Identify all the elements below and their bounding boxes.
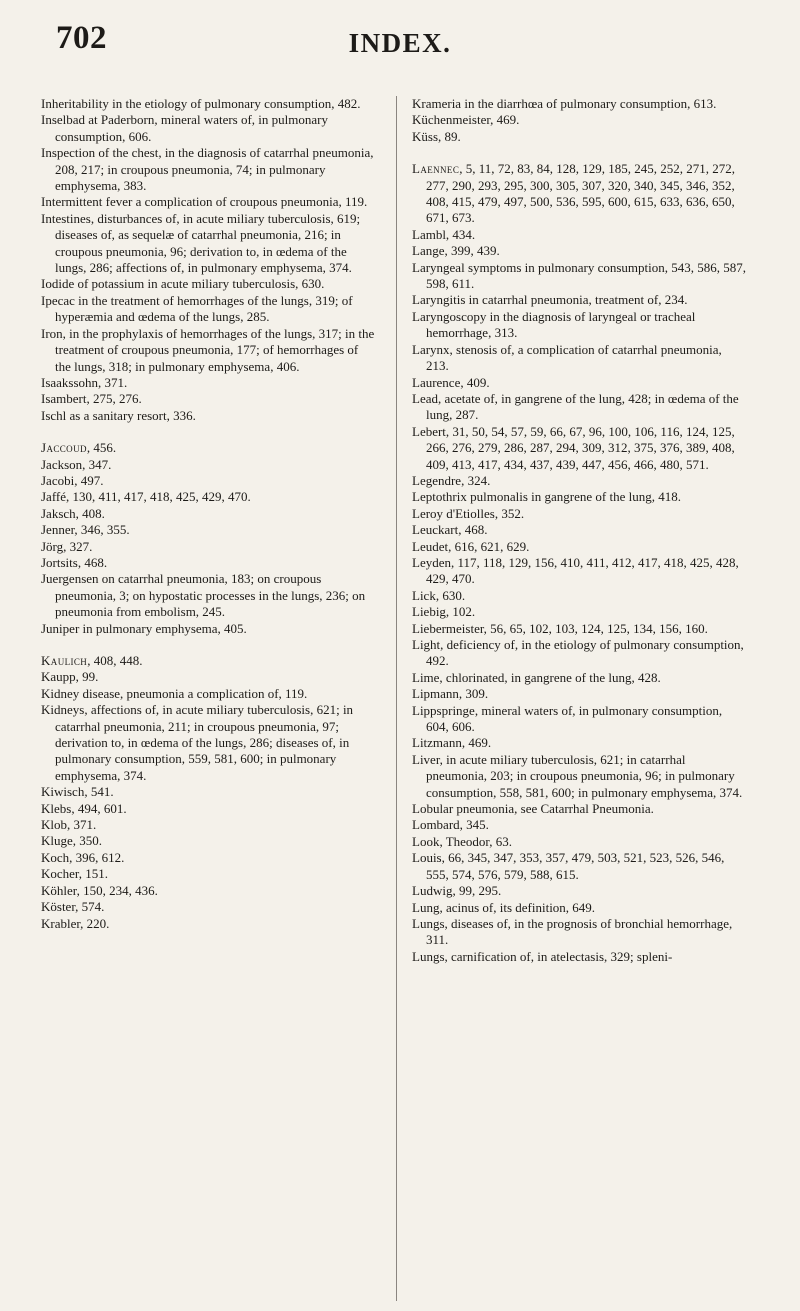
- index-entry: [41, 539, 376, 555]
- index-entry: [41, 522, 376, 538]
- entry-text: Laryngitis in catarrhal pneumonia, treatment of, 234.: [412, 292, 688, 308]
- index-entry: [412, 916, 747, 949]
- entry-text: Isambert, 275, 276.: [41, 391, 142, 407]
- entry-text: Kaupp, 99.: [41, 669, 99, 685]
- index-entry: [412, 637, 747, 670]
- index-entry: [412, 227, 747, 243]
- entry-text: Litzmann, 469.: [412, 735, 492, 751]
- entry-text: Lebert, 31, 50, 54, 57, 59, 66, 67, 96, 100, 106, 116, 124, 125, 266, 276, 279, 286, 287, 294, 309, 312, 375, 376, 389, 408, 409, 413, 417, 434, 437, 439, 447, 456, 466, 480, 571.: [412, 423, 735, 472]
- index-entry: [412, 260, 747, 293]
- entry-text: Krameria in the diarrhœa of pulmonary consumption, 613.: [412, 96, 717, 111]
- index-entry: [412, 604, 747, 620]
- page-number: 702: [56, 20, 107, 56]
- index-entry: [412, 473, 747, 489]
- index-entry: [412, 375, 747, 391]
- index-entry: [412, 735, 747, 751]
- index-entry: [41, 669, 376, 685]
- entry-text: Laryngeal symptoms in pulmonary consumption, 543, 586, 587, 598, 611.: [412, 259, 746, 292]
- entry-text: Leroy d'Etiolles, 352.: [412, 505, 525, 521]
- entry-text: Klob, 371.: [41, 817, 97, 833]
- index-entry: [412, 161, 747, 227]
- entry-text: Köster, 574.: [41, 899, 105, 915]
- index-entry: [41, 194, 376, 210]
- index-entry: [41, 326, 376, 375]
- index-entry: [412, 539, 747, 555]
- index-entry: [41, 293, 376, 326]
- entry-lead: Jaccoud: [41, 440, 87, 456]
- index-entry: [412, 670, 747, 686]
- index-entry: [412, 243, 747, 259]
- index-entry: [41, 866, 376, 882]
- index-entry: [41, 145, 376, 194]
- index-entry: [41, 276, 376, 292]
- index-entry: [41, 555, 376, 571]
- entry-text: Lime, chlorinated, in gangrene of the lung, 428.: [412, 669, 661, 685]
- entry-lead: Kaulich: [41, 653, 88, 668]
- index-entry: [412, 129, 747, 145]
- index-entry: [41, 653, 376, 669]
- index-entry: [41, 833, 376, 849]
- entry-text: Jenner, 346, 355.: [41, 522, 130, 538]
- entry-text: Krabler, 220.: [41, 915, 110, 931]
- entry-text: Look, Theodor, 63.: [412, 833, 512, 849]
- index-entry: [412, 555, 747, 588]
- index-entry: [41, 571, 376, 620]
- index-entry: [41, 686, 376, 702]
- entry-text: Juergensen on catarrhal pneumonia, 183; on croupous pneumonia, 3; on hypostatic processes in the lungs, 236; on pneumonia from embolism, 245.: [41, 571, 366, 620]
- index-entry: [412, 850, 747, 883]
- entry-text: Kidneys, affections of, in acute miliary tuberculosis, 621; in catarrhal pneumonia, 211; in croupous pneumonia, 97; derivation to, in œdema of the lungs, 286; diseases of, in pulmonary consumption, 559, 581, 600; in pulmonary emphysema, 374.: [41, 702, 354, 783]
- index-entry: [412, 96, 747, 112]
- index-entry: [41, 784, 376, 800]
- index-entry: [41, 211, 376, 277]
- entry-text: Kocher, 151.: [41, 866, 108, 882]
- index-entry: [41, 457, 376, 473]
- entry-text: , 456.: [86, 440, 117, 456]
- section-gap: [41, 424, 376, 440]
- entry-text: Jaffé, 130, 411, 417, 418, 425, 429, 470.: [41, 489, 251, 505]
- entry-text: Leudet, 616, 621, 629.: [412, 538, 530, 554]
- entry-text: Klebs, 494, 601.: [41, 800, 127, 816]
- entry-text: Iron, in the prophylaxis of hemorrhages of the lungs, 317; in the treatment of croupous pneumonia, 177; of hemorrhages of the lungs, 318; in pulmonary emphysema, 406.: [41, 325, 375, 374]
- entry-text: , 5, 11, 72, 83, 84, 128, 129, 185, 245, 252, 271, 272, 277, 290, 293, 295, 300, 305, 307, 320, 340, 345, 346, 352, 408, 415, 479, 497, 500, 536, 595, 600, 615, 633, 636, 650, 671, 673.: [426, 161, 736, 226]
- index-entry: [412, 506, 747, 522]
- entry-text: Leptothrix pulmonalis in gangrene of the lung, 418.: [412, 489, 681, 505]
- entry-text: Lead, acetate of, in gangrene of the lung, 428; in œdema of the lung, 287.: [412, 390, 739, 423]
- entry-text: Liver, in acute miliary tuberculosis, 621; in catarrhal pneumonia, 203; in croupous pneumonia, 96; in pulmonary consumption, 558, 581, 600; in pulmonary emphysema, 374.: [412, 751, 743, 800]
- index-entry: [41, 817, 376, 833]
- entry-text: Lipmann, 309.: [412, 686, 489, 702]
- page-title: INDEX.: [348, 28, 452, 58]
- entry-text: Iodide of potassium in acute miliary tuberculosis, 630.: [41, 276, 325, 292]
- entry-text: Lambl, 434.: [412, 226, 476, 242]
- entry-text: Inspection of the chest, in the diagnosis of catarrhal pneumonia, 208, 217; in croupous pneumonia, 74; in pulmonary emphysema, 383.: [41, 145, 374, 194]
- index-entry: [412, 309, 747, 342]
- entry-text: Jackson, 347.: [41, 456, 112, 472]
- entry-text: Intermittent fever a complication of croupous pneumonia, 119.: [41, 194, 368, 210]
- index-entry: [412, 489, 747, 505]
- entry-text: Ipecac in the treatment of hemorrhages of the lungs, 319; of hyperæmia and œdema of the lungs, 285.: [41, 292, 353, 325]
- entry-text: Lungs, diseases of, in the prognosis of bronchial hemorrhage, 311.: [412, 915, 733, 948]
- index-entry: [41, 801, 376, 817]
- entry-text: Juniper in pulmonary emphysema, 405.: [41, 620, 247, 636]
- index-entry: [412, 949, 747, 965]
- index-entry: [41, 96, 376, 112]
- index-entry: [41, 850, 376, 866]
- index-entry: [412, 621, 747, 637]
- index-entry: [41, 883, 376, 899]
- index-entry: [412, 522, 747, 538]
- index-entry: [41, 702, 376, 784]
- entry-text: Jacobi, 497.: [41, 472, 104, 488]
- entry-text: Leuckart, 468.: [412, 522, 488, 538]
- index-entry: [41, 621, 376, 637]
- index-entry: [41, 473, 376, 489]
- index-entry: [412, 801, 747, 817]
- entry-text: Lick, 630.: [412, 587, 466, 603]
- entry-text: Lippspringe, mineral waters of, in pulmonary consumption, 604, 606.: [412, 702, 723, 735]
- entry-text: Lung, acinus of, its definition, 649.: [412, 899, 596, 915]
- index-entry: [412, 342, 747, 375]
- index-entry: [41, 391, 376, 407]
- index-entry: [412, 391, 747, 424]
- entry-text: , 408, 448.: [87, 653, 143, 668]
- entry-text: Laryngoscopy in the diagnosis of laryngeal or tracheal hemorrhage, 313.: [412, 308, 696, 341]
- entry-text: Larynx, stenosis of, a complication of catarrhal pneumonia, 213.: [412, 341, 722, 374]
- index-entry: [41, 916, 376, 932]
- entry-text: Jortsits, 468.: [41, 554, 108, 570]
- index-entry: [412, 686, 747, 702]
- index-entry: [41, 506, 376, 522]
- index-entry: [412, 424, 747, 473]
- index-entry: [41, 375, 376, 391]
- index-column-left: [41, 96, 376, 932]
- entry-text: Ludwig, 99, 295.: [412, 883, 502, 899]
- entry-text: Kidney disease, pneumonia a complication of, 119.: [41, 685, 308, 701]
- entry-text: Koch, 396, 612.: [41, 849, 125, 865]
- entry-text: Laurence, 409.: [412, 374, 490, 390]
- index-entry: [412, 752, 747, 801]
- entry-text: Light, deficiency of, in the etiology of pulmonary consumption, 492.: [412, 637, 744, 669]
- entry-text: Lombard, 345.: [412, 817, 489, 833]
- entry-text: Inheritability in the etiology of pulmonary consumption, 482.: [41, 96, 361, 111]
- entry-text: Köhler, 150, 234, 436.: [41, 882, 158, 898]
- index-entry: [412, 834, 747, 850]
- index-entry: [41, 408, 376, 424]
- entry-text: Liebig, 102.: [412, 604, 476, 620]
- entry-text: Inselbad at Paderborn, mineral waters of, in pulmonary consumption, 606.: [41, 112, 328, 144]
- entry-text: Jörg, 327.: [41, 538, 93, 554]
- index-entry: [41, 489, 376, 505]
- index-entry: [412, 112, 747, 128]
- entry-text: Lungs, carnification of, in atelectasis, 329; spleni-: [412, 948, 673, 964]
- index-entry: [412, 900, 747, 916]
- index-entry: [412, 588, 747, 604]
- entry-text: Küss, 89.: [412, 128, 461, 144]
- entry-text: Ischl as a sanitary resort, 336.: [41, 407, 196, 423]
- index-entry: [412, 703, 747, 736]
- index-entry: [412, 292, 747, 308]
- entry-text: Küchenmeister, 469.: [412, 112, 520, 128]
- entry-text: Isaakssohn, 371.: [41, 374, 128, 390]
- index-column-right: [412, 96, 747, 965]
- index-entry: [412, 883, 747, 899]
- index-entry: [412, 817, 747, 833]
- entry-text: Leyden, 117, 118, 129, 156, 410, 411, 412, 417, 418, 425, 428, 429, 470.: [412, 554, 739, 587]
- entry-text: Kluge, 350.: [41, 833, 103, 849]
- index-entry: [41, 899, 376, 915]
- entry-text: Lobular pneumonia, see Catarrhal Pneumonia.: [412, 801, 654, 817]
- index-entry: [41, 440, 376, 456]
- index-entry: [41, 112, 376, 145]
- section-gap: [41, 637, 376, 653]
- entry-text: Legendre, 324.: [412, 472, 491, 488]
- entry-text: Jaksch, 408.: [41, 505, 105, 521]
- entry-text: Louis, 66, 345, 347, 353, 357, 479, 503, 521, 523, 526, 546, 555, 574, 576, 579, 588, 615.: [412, 850, 725, 882]
- entry-lead: Laennec: [412, 161, 460, 177]
- entry-text: Lange, 399, 439.: [412, 243, 500, 259]
- entry-text: Intestines, disturbances of, in acute miliary tuberculosis, 619; diseases of, as sequelæ of catarrhal pneumonia, 216; in croupous pneumonia, 96; derivation to, in œdema of the lungs, 286; affections of, in pulmonary emphysema, 374.: [41, 210, 361, 276]
- entry-text: Kiwisch, 541.: [41, 784, 114, 800]
- column-divider: [396, 96, 397, 1301]
- entry-text: Liebermeister, 56, 65, 102, 103, 124, 125, 134, 156, 160.: [412, 620, 708, 636]
- section-gap: [412, 145, 747, 161]
